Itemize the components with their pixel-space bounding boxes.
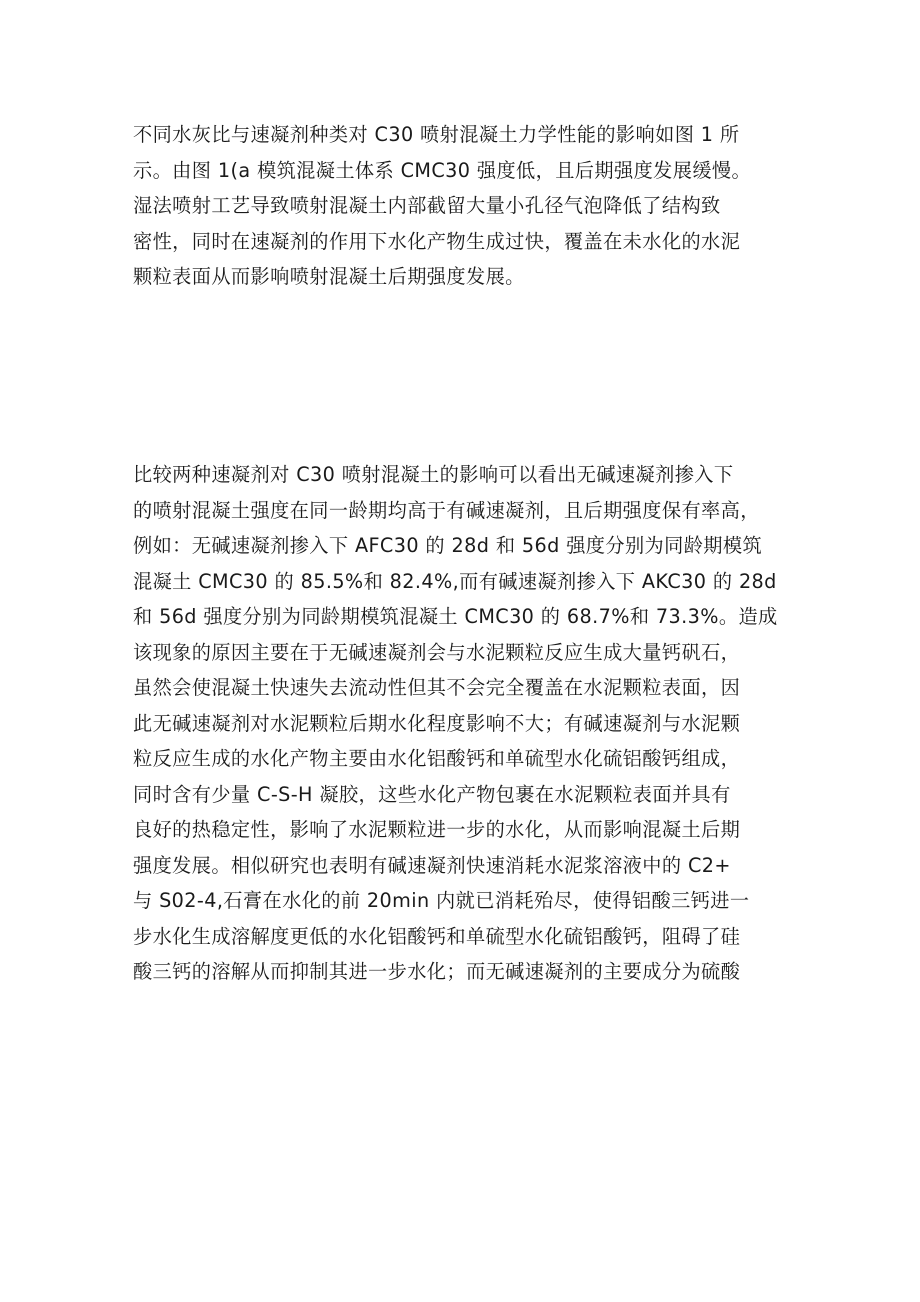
paragraph-line: 粒反应生成的水化产物主要由水化铝酸钙和单硫型水化硫铝酸钙组成，: [133, 747, 741, 770]
paragraph-line: 同时含有少量 C-S-H 凝胶，这些水化产物包裹在水泥颗粒表面并具有: [133, 782, 731, 806]
paragraph-line: 此无碱速凝剂对水泥颗粒后期水化程度影响不大；有碱速凝剂与水泥颗: [133, 711, 741, 735]
paragraph-line: 示。由图 1(a 模筑混凝土体系 CMC30 强度低，且后期强度发展缓慢。: [133, 158, 752, 182]
paragraph-1: [133, 117, 813, 295]
paragraph-line: 比较两种速凝剂对 C30 喷射混凝土的影响可以看出无碱速凝剂掺入下: [133, 463, 734, 486]
paragraph-line: 良好的热稳定性，影响了水泥颗粒进一步的水化，从而影响混凝土后期: [133, 818, 741, 841]
paragraph-line: 混凝土 CMC30 的 85.5%和 82.4%,而有碱速凝剂掺入下 AKC30 的 28d: [133, 569, 777, 593]
paragraph-2: [133, 457, 813, 990]
paragraph-line: 不同水灰比与速凝剂种类对 C30 喷射混凝土力学性能的影响如图 1 所: [133, 123, 740, 146]
paragraph-line: 和 56d 强度分别为同龄期模筑混凝土 CMC30 的 68.7%和 73.3%。造成: [133, 605, 778, 628]
paragraph-line: 虽然会使混凝土快速失去流动性但其不会完全覆盖在水泥颗粒表面，因: [133, 676, 741, 699]
paragraph-line: 例如：无碱速凝剂掺入下 AFC30 的 28d 和 56d 强度分别为同龄期模筑: [133, 534, 763, 557]
paragraph-line: 的喷射混凝土强度在同一龄期均高于有碱速凝剂，且后期强度保有率高，: [133, 498, 760, 522]
paragraph-line: 该现象的原因主要在于无碱速凝剂会与水泥颗粒反应生成大量钙矾石，: [133, 640, 741, 664]
paragraph-line: 湿法喷射工艺导致喷射混凝土内部截留大量小孔径气泡降低了结构致: [133, 194, 721, 218]
paragraph-line: 与 S02-4,石膏在水化的前 20min 内就已消耗殆尽，使得铝酸三钙进一: [133, 889, 750, 912]
paragraph-line: 强度发展。相似研究也表明有碱速凝剂快速消耗水泥浆溶液中的 C2+: [133, 853, 731, 877]
paragraph-line: 步水化生成溶解度更低的水化铝酸钙和单硫型水化硫铝酸钙，阻碍了硅: [133, 924, 741, 948]
paragraph-line: 颗粒表面从而影响喷射混凝土后期强度发展。: [133, 265, 525, 289]
paragraph-line: 密性，同时在速凝剂的作用下水化产物生成过快，覆盖在未水化的水泥: [133, 229, 741, 253]
paragraph-line: 酸三钙的溶解从而抑制其进一步水化；而无碱速凝剂的主要成分为硫酸: [133, 960, 741, 983]
